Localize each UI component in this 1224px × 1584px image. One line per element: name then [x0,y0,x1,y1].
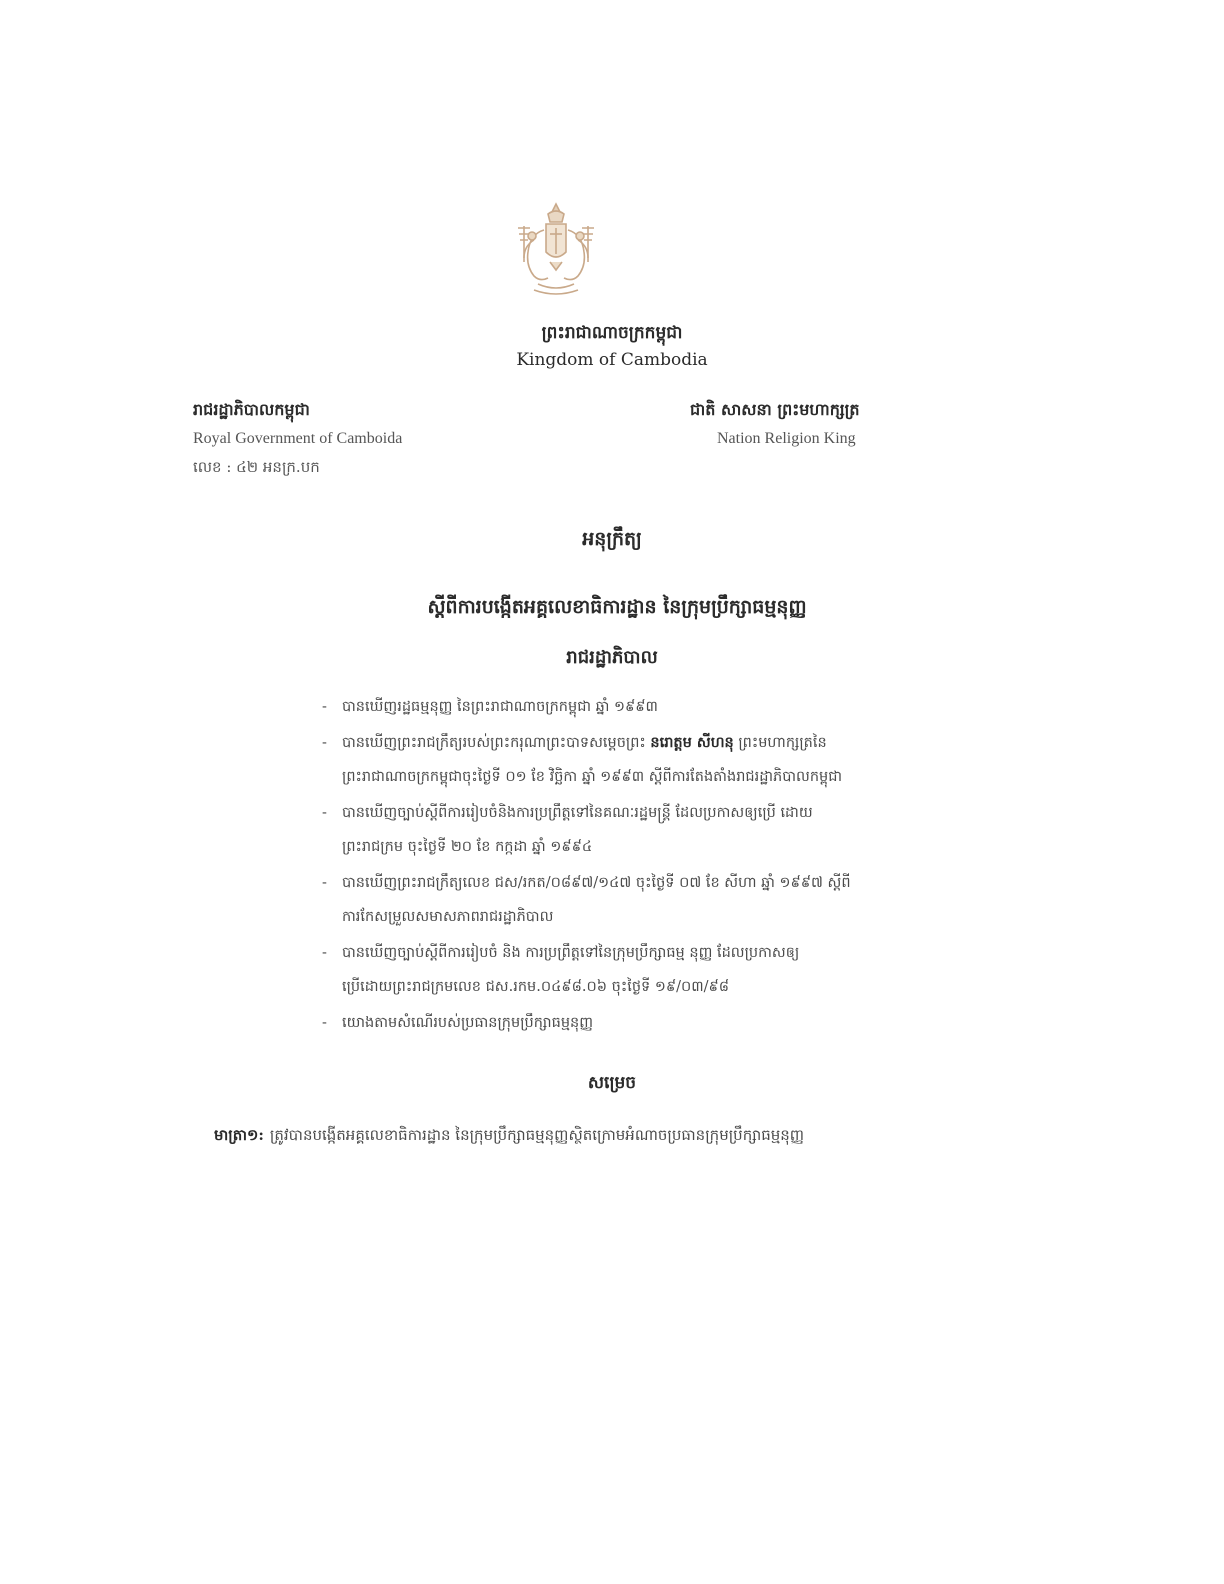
list-item: - បានឃើញព្រះរាជក្រឹត្យលេខ ជស/រកត/០៨៩៧/១៤៧ ចុះថ្ងៃទី ០៧ ខែ សីហា ឆ្នាំ ១៩៩៧ ស្តីពី ការកែសម្រួលសមាសភាពរាជរដ្ឋាភិបាល [322,866,922,934]
royal-emblem-icon [510,200,602,298]
motto-km: ជាតិ សាសនា ព្រះមហាក្សត្រ [690,400,860,419]
list-item: - បានឃើញច្បាប់ស្តីពីការរៀបចំ និង ការប្រព្រឹត្តទៅនៃក្រុមប្រឹក្សាធម្ម នុញ្ញ ដែលប្រកាសឲ្យ ប្រើដោយព្រះរាជក្រមលេខ ជស.រកម.០៤៩៨.០៦ ចុះថ្ងៃទី ១៩/០៣/៩៨ [322,936,922,1004]
list-dash: - [322,945,327,961]
document-number: លេខ : ៤២ អនក្រ.បក [193,458,320,476]
article-label: មាត្រា១: [214,1126,264,1144]
document-subject-title: ស្តីពីការបង្កើតអគ្គលេខាធិការដ្ឋាន នៃក្រុមប្រឹក្សាធម្មនុញ្ញ [427,596,807,618]
document-type-title: អនុក្រឹត្យ [582,528,642,550]
motto-en: Nation Religion King [717,430,856,447]
considerations-list [322,690,922,1042]
royal-government-heading: រាជរដ្ឋាភិបាល [566,647,658,668]
issuer-block [193,395,573,481]
list-item: - យោងតាមសំណើរបស់ប្រធានក្រុមប្រឹក្សាធម្មនុញ្ញ [322,1006,922,1040]
list-item: - បានឃើញព្រះរាជក្រឹត្យរបស់ព្រះករុណាព្រះបាទសម្តេចព្រះ នរោត្តម សីហនុ ព្រះមហាក្សត្រនៃ ព្រះរាជាណាចក្រកម្ពុជាចុះថ្ងៃទី ០១ ខែ វិច្ឆិកា ឆ្នាំ ១៩៩៣ ស្តីពីការតែងតាំងរាជរដ្ឋាភិបាលកម្ពុជា [322,726,922,794]
list-dash: - [322,875,327,891]
article-1 [214,1120,914,1150]
kingdom-title-km: ព្រះរាជាណាចក្រកម្ពុជា [541,323,683,343]
list-dash: - [322,699,327,715]
list-dash: - [322,1015,327,1031]
government-name-en: Royal Government of Camboida [193,430,403,447]
list-item: - បានឃើញច្បាប់ស្តីពីការរៀបចំនិងការប្រព្រឹត្តទៅនៃគណៈរដ្ឋមន្ត្រី ដែលប្រកាសឲ្យប្រើ ដោយ ព្រះរាជក្រម ចុះថ្ងៃទី ២០ ខែ កក្កដា ឆ្នាំ ១៩៩៤ [322,796,922,864]
king-name: នរោត្តម សីហនុ [650,734,734,751]
decision-heading: សម្រេច [587,1073,637,1093]
government-name-km: រាជរដ្ឋាភិបាលកម្ពុជា [193,400,310,419]
list-dash: - [322,805,327,821]
article-text: ត្រូវបានបង្កើតអគ្គលេខាធិការដ្ឋាន នៃក្រុមប្រឹក្សាធម្មនុញ្ញស្ថិតក្រោមអំណាចប្រធានក្រុមប្រឹក្សាធម្មនុញ្ញ [269,1126,805,1144]
list-dash: - [322,735,327,751]
kingdom-title-en: Kingdom of Cambodia [516,350,708,370]
motto-block [690,395,950,453]
list-item: - បានឃើញរដ្ឋធម្មនុញ្ញ នៃព្រះរាជាណាចក្រកម្ពុជា ឆ្នាំ ១៩៩៣ [322,690,922,724]
